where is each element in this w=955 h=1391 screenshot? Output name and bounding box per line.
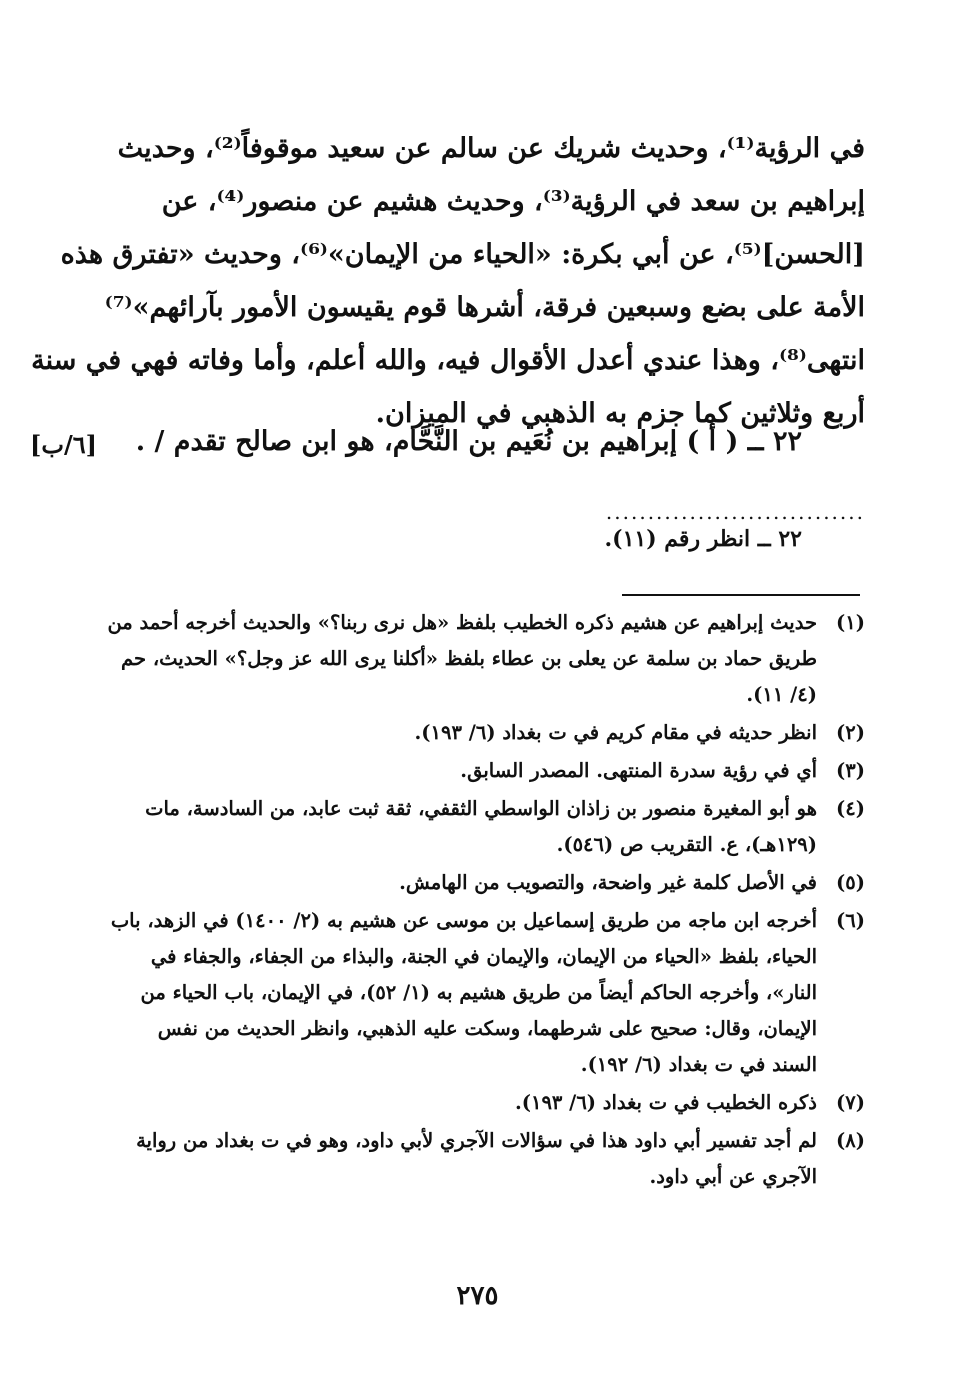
footnote-text-line: (٤/ ١١). bbox=[746, 683, 817, 706]
footnote-text-line: طريق حماد بن سلمة عن يعلى بن عطاء بلفظ «أكلنا يرى الله عز وجل؟» الحديث، حم bbox=[121, 647, 817, 670]
footnote-rule bbox=[622, 594, 860, 596]
entry-22-heading: ٢٢ ــ ( أ ) إبراهيم بن نُعَيم بن النَّحَّام، هو ابن صالح تقدم / . bbox=[135, 426, 802, 457]
footnote-text-line: ذكره الخطيب في ت بغداد (٦/ ١٩٣). bbox=[514, 1091, 817, 1114]
main-text-line: إبراهيم بن سعد في الرؤية⁽³⁾، وحديث هشيم عن منصور⁽⁴⁾، عن bbox=[161, 186, 865, 217]
footnote-text-line: في الأصل كلمة غير واضحة، والتصويب من الهامش. bbox=[399, 871, 817, 894]
footnote-text-line: أي في رؤية سدرة المنتهى. المصدر السابق. bbox=[460, 759, 817, 782]
footnote-text-line: الحياء، بلفظ «الحياء من الإيمان، والإيمان في الجنة، والبذاء من الجفاء، والجفاء في bbox=[150, 945, 817, 968]
footnote-6 bbox=[110, 903, 865, 1083]
footnote-number: (١) bbox=[836, 611, 865, 634]
footnote-text-line: هو أبو المغيرة منصور بن زاذان الواسطي الثقفي، ثقة ثبت عابد، من السادسة، مات bbox=[145, 797, 817, 820]
main-text-line: [الحسن]⁽⁵⁾، عن أبي بكرة: «الحياء من الإيمان»⁽⁶⁾، وحديث «تفترق هذه bbox=[60, 239, 865, 270]
footnote-number: (٨) bbox=[836, 1129, 865, 1152]
footnote-7 bbox=[110, 1085, 865, 1121]
footnote-number: (٢) bbox=[836, 721, 865, 744]
footnote-number: (٤) bbox=[836, 797, 865, 820]
footnote-text-line: انظر حديثه في مقام كريم في ت بغداد (٦/ ١٩٣). bbox=[414, 721, 817, 744]
main-text-line: الأمة على بضع وسبعين فرقة، أشرها قوم يقيسون الأمور بآرائهم»⁽⁷⁾ bbox=[104, 292, 865, 323]
entry-22-note: ٢٢ ــ انظر رقم (١١). bbox=[604, 526, 802, 552]
footnote-text-line: الإيمان، وقال: صحيح على شرطهما، وسكت عليه الذهبي، وانظر الحديث من نفس bbox=[157, 1017, 817, 1040]
footnote-text-line: حديث إبراهيم عن هشيم ذكره الخطيب بلفظ «هل نرى ربنا؟» والحديث أخرجه أحمد من bbox=[107, 611, 817, 634]
folio-marker: [٦/ب] bbox=[30, 430, 97, 459]
footnote-number: (٧) bbox=[836, 1091, 865, 1114]
main-text-block bbox=[31, 122, 865, 440]
footnote-text-line: (١٢٩هـ)، ع. التقريب ص (٥٤٦). bbox=[556, 833, 817, 856]
footnote-text-line: أخرجه ابن ماجه من طريق إسماعيل بن موسى عن هشيم به (٢/ ١٤٠٠) في الزهد، باب bbox=[110, 909, 817, 932]
footnote-text-line: لم أجد تفسير أبي داود هذا في سؤالات الآجري لأبي داود، وهو في ت بغداد من رواية bbox=[136, 1129, 817, 1152]
footnote-text-line: السند في ت بغداد (٦/ ١٩٢). bbox=[580, 1053, 817, 1076]
footnote-number: (٦) bbox=[836, 909, 865, 932]
footnote-3 bbox=[110, 753, 865, 789]
page-number: ٢٧٥ bbox=[456, 1281, 499, 1311]
dotted-separator: ............................... bbox=[605, 500, 865, 524]
footnote-text-line: النار»، وأخرجه الحاكم أيضاً من طريق هشيم به (١/ ٥٢)، في الإيمان، باب الحياء من bbox=[140, 981, 817, 1004]
footnote-number: (٥) bbox=[836, 871, 865, 894]
footnote-2 bbox=[110, 715, 865, 751]
footnote-5 bbox=[110, 865, 865, 901]
footnote-text-line: الآجري عن أبي داود. bbox=[649, 1165, 817, 1188]
footnotes-section bbox=[107, 605, 865, 1197]
main-text-line: في الرؤية⁽¹⁾، وحديث شريك عن سالم عن سعيد موقوفاً⁽²⁾، وحديث bbox=[117, 133, 865, 164]
footnote-4 bbox=[110, 791, 865, 863]
footnote-number: (٣) bbox=[836, 759, 865, 782]
main-text-line: أربع وثلاثين كما جزم به الذهبي في الميزان. bbox=[375, 398, 865, 429]
footnote-1 bbox=[107, 605, 865, 713]
main-text-line: انتهى⁽⁸⁾، وهذا عندي أعدل الأقوال فيه، والله أعلم، وأما وفاته فهي في سنة bbox=[31, 345, 865, 376]
footnote-8 bbox=[110, 1123, 865, 1195]
